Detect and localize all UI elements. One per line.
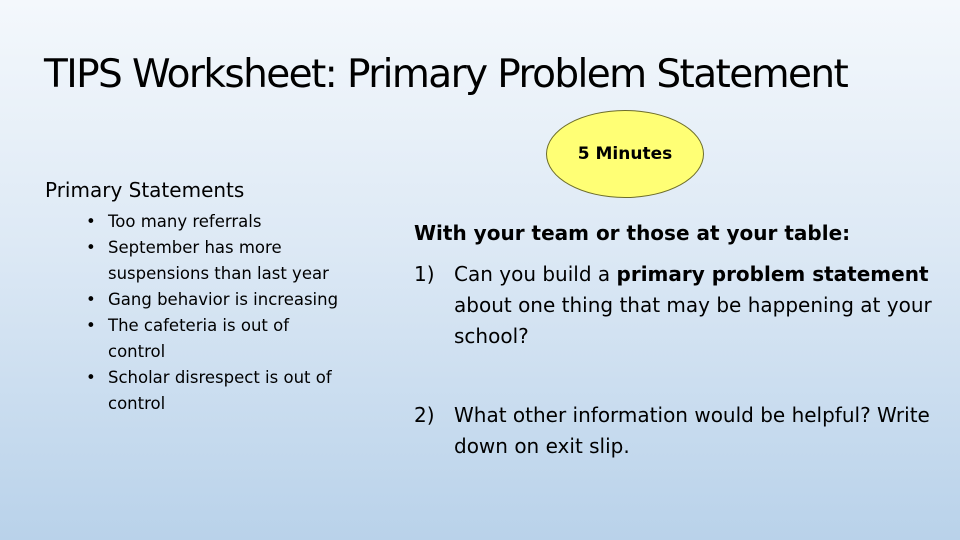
time-badge bbox=[546, 110, 704, 198]
time-badge-label: 5 Minutes bbox=[577, 144, 673, 164]
list-item: • The cafeteria is out of control bbox=[86, 313, 348, 365]
step-text-after: about one thing that may be happening at your school? bbox=[454, 293, 932, 348]
list-item: • Gang behavior is increasing bbox=[86, 287, 348, 313]
step-1 bbox=[414, 259, 934, 352]
step-number: 2) bbox=[414, 403, 435, 427]
list-item: • September has more suspensions than last year bbox=[86, 235, 348, 287]
left-heading: Primary Statements bbox=[45, 178, 245, 202]
step-text-bold: primary problem statement bbox=[616, 262, 929, 286]
statements-list bbox=[86, 209, 348, 417]
step-number: 1) bbox=[414, 262, 435, 286]
step-text: What other information would be helpful? Write down on exit slip. bbox=[454, 403, 930, 458]
slide-title: TIPS Worksheet: Primary Problem Statement bbox=[44, 52, 848, 97]
step-2 bbox=[414, 400, 934, 462]
step-text-before: Can you build a bbox=[454, 262, 617, 286]
right-heading: With your team or those at your table: bbox=[414, 221, 851, 245]
list-item: • Too many referrals bbox=[86, 209, 348, 235]
list-item: • Scholar disrespect is out of control bbox=[86, 365, 348, 417]
